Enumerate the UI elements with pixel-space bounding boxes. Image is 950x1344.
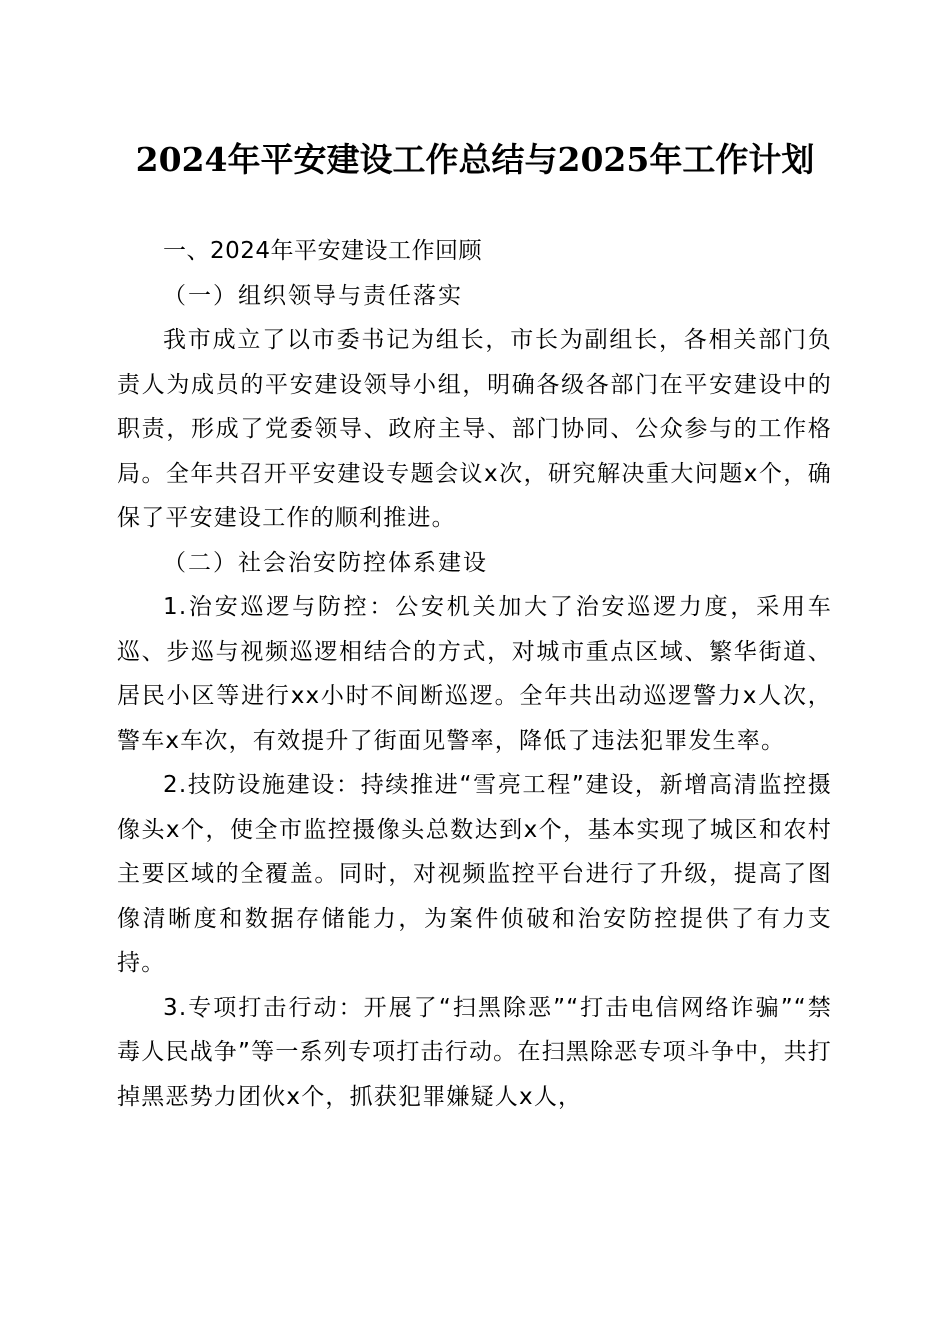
body-paragraph: 我市成立了以市委书记为组长，市长为副组长，各相关部门负责人为成员的平安建设领导小组，明确各级各部门在平安建设中的职责，形成了党委领导、政府主导、部门协同、公众参与的工作格局。全年共召开平安建设专题会议x次，研究解决重大问题x个，确保了平安建设工作的顺利推进。 <box>117 327 832 531</box>
document-title: 2024年平安建设工作总结与2025年工作计划 <box>135 140 815 179</box>
subsection-heading: （一）组织领导与责任落实 <box>163 282 463 309</box>
body-paragraph: 2.技防设施建设：持续推进“雪亮工程”建设，新增高清监控摄像头x个，使全市监控摄像头总数达到x个，基本实现了城区和农村主要区域的全覆盖。同时，对视频监控平台进行了升级，提高了图像清晰度和数据存储能力，为案件侦破和治安防控提供了有力支持。 <box>117 772 832 976</box>
body-paragraph: 3.专项打击行动：开展了“扫黑除恶”“打击电信网络诈骗”“禁毒人民战争”等一系列专项打击行动。在扫黑除恶专项斗争中，共打掉黑恶势力团伙x个，抓获犯罪嫌疑人x人， <box>117 994 832 1110</box>
body-paragraph: 1.治安巡逻与防控：公安机关加大了治安巡逻力度，采用车巡、步巡与视频巡逻相结合的方式，对城市重点区域、繁华街道、居民小区等进行xx小时不间断巡逻。全年共出动巡逻警力x人次，警车x车次，有效提升了街面见警率，降低了违法犯罪发生率。 <box>117 594 832 754</box>
document-body <box>117 229 832 1119</box>
section-heading: 一、2024年平安建设工作回顾 <box>163 238 483 264</box>
subsection-heading: （二）社会治安防控体系建设 <box>163 549 488 576</box>
